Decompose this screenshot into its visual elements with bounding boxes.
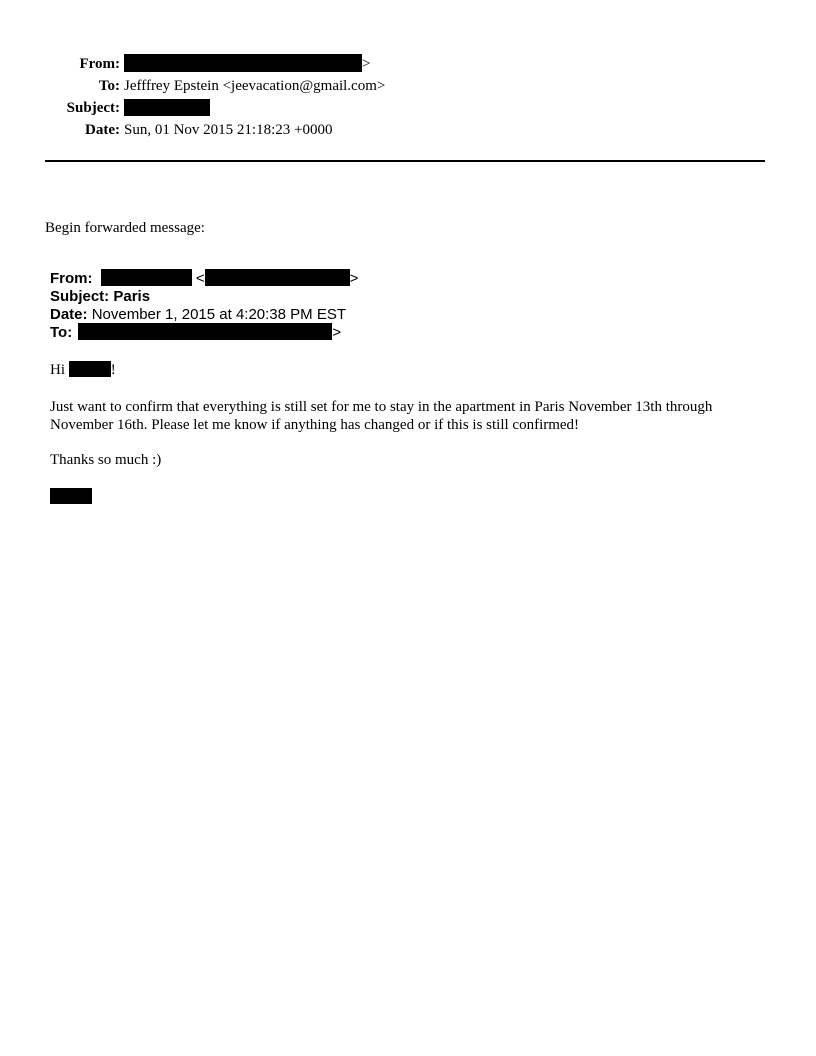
redacted-fwd-sender-email <box>205 269 350 286</box>
greeting-suffix: ! <box>110 362 116 378</box>
fwd-subject-label: Subject: <box>50 288 110 305</box>
redacted-signature <box>50 488 92 504</box>
redacted-fwd-recipient <box>78 323 332 340</box>
outer-from-value <box>124 53 370 75</box>
fwd-to-label: To: <box>50 324 73 341</box>
outer-date-value: Sun, 01 Nov 2015 21:18:23 +0000 <box>124 122 333 138</box>
outer-from-label: From: <box>79 56 120 72</box>
redacted-greeting-name <box>69 361 111 377</box>
outer-subject-label: Subject: <box>66 100 120 116</box>
fwd-from-gt: > <box>349 270 359 287</box>
fwd-date-row <box>50 306 358 324</box>
fwd-to-gt: > <box>332 324 342 341</box>
thanks-line: Thanks so much :) <box>50 452 162 468</box>
fwd-to-row <box>50 324 358 342</box>
redacted-subject <box>124 99 210 116</box>
redacted-sender <box>124 54 362 72</box>
message-paragraph: Just want to confirm that everything is still set for me to stay in the apartment in Paris November 13th through November 16th. Please let me know if anything has changed or if this is still confirmed! <box>50 399 713 433</box>
fwd-date-value: November 1, 2015 at 4:20:38 PM EST <box>91 306 346 323</box>
fwd-subject-value: Paris <box>113 288 151 305</box>
outer-to-label: To: <box>98 78 120 94</box>
fwd-date-label: Date: <box>50 306 88 323</box>
forward-intro: Begin forwarded message: <box>45 220 205 236</box>
fwd-from-label: From: <box>50 270 93 287</box>
outer-subject-value <box>124 97 210 119</box>
forwarded-header <box>50 270 358 342</box>
outer-to-value: Jefffrey Epstein <jeevacation@gmail.com> <box>124 78 386 94</box>
fwd-from-row <box>50 270 358 288</box>
greeting <box>50 361 765 379</box>
outer-from-suffix: > <box>362 56 371 72</box>
greeting-prefix: Hi <box>50 362 65 378</box>
redacted-fwd-sender-name <box>101 269 192 286</box>
fwd-from-lt: < <box>195 270 205 287</box>
fwd-subject-row <box>50 288 358 306</box>
outer-date-label: Date: <box>85 122 120 138</box>
header-divider <box>45 160 765 162</box>
